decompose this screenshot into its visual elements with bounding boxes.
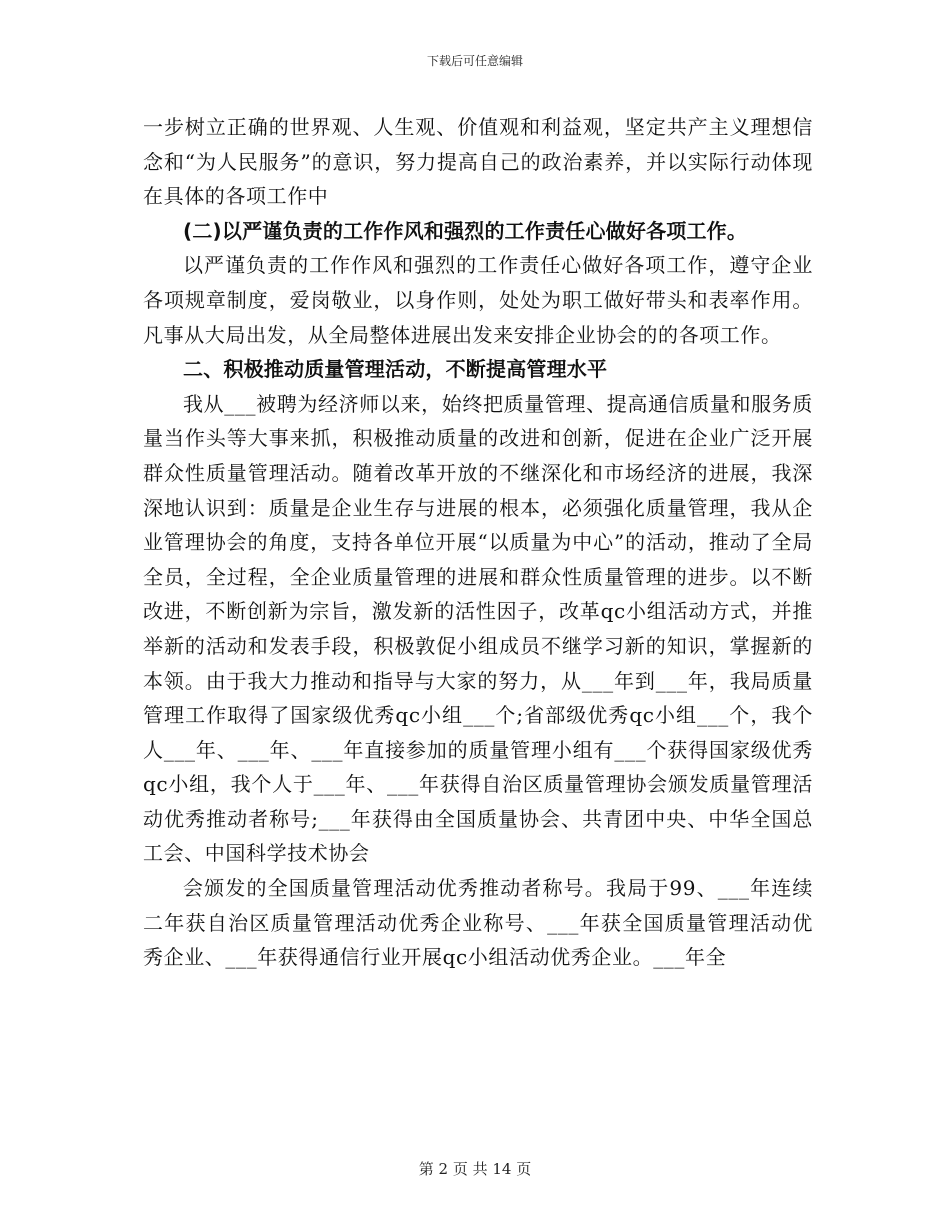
paragraph-4: 会颁发的全国质量管理活动优秀推动者称号。我局于99、___年连续二年获自治区质量管理活动优秀企业称号、___年获全国质量管理活动优秀企业、___年获得通信行业开展qc小组活动优秀企业。___年全 [143,876,813,970]
paragraph-3: 我从___被聘为经济师以来，始终把质量管理、提高通信质量和服务质量当作头等大事来抓，积极推动质量的改进和创新，促进在企业广泛开展群众性质量管理活动。随着改革开放的不继深化和市场经济的进展，我深深地认识到：质量是企业生存与进展的根本，必须强化质量管理，我从企业管理协会的角度，支持各单位开展“以质量为中心”的活动，推动了全局全员，全过程，全企业质量管理的进展和群众性质量管理的进步。以不断改进，不断创新为宗旨，激发新的活性因子，改革qc小组活动方式，并推举新的活动和发表手段，积极敦促小组成员不继学习新的知识，掌握新的本领。由于我大力推动和指导与大家的努力，从___年到___年，我局质量管理工作取得了国家级优秀qc小组___个;省部级优秀qc小组___个，我个人___年、___年、___年直接参加的质量管理小组有___个获得国家级优秀qc小组，我个人于___年、___年获得自治区质量管理协会颁发质量管理活动优秀推动者称号;___年获得由全国质量协会、共青团中央、中华全国总工会、中国科学技术协会 [143,391,813,866]
document-body [143,110,813,975]
paragraph-1: 一步树立正确的世界观、人生观、价值观和利益观，坚定共产主义理想信念和“为人民服务”的意识，努力提高自己的政治素养，并以实际行动体现在具体的各项工作中 [143,115,813,209]
section-heading-2: 二、积极推动质量管理活动，不断提高管理水平 [183,357,608,382]
section-heading-2-2: (二)以严谨负责的工作作风和强烈的工作责任心做好各项工作。 [183,218,748,243]
page-header: 下载后可任意编辑 [426,54,523,68]
page-footer: 第 2 页 共 14 页 [418,1160,532,1178]
paragraph-2: 以严谨负责的工作作风和强烈的工作责任心做好各项工作，遵守企业各项规章制度，爱岗敬业，以身作则，处处为职工做好带头和表率作用。凡事从大局出发，从全局整体进展出发来安排企业协会的的各项工作。 [143,253,813,347]
